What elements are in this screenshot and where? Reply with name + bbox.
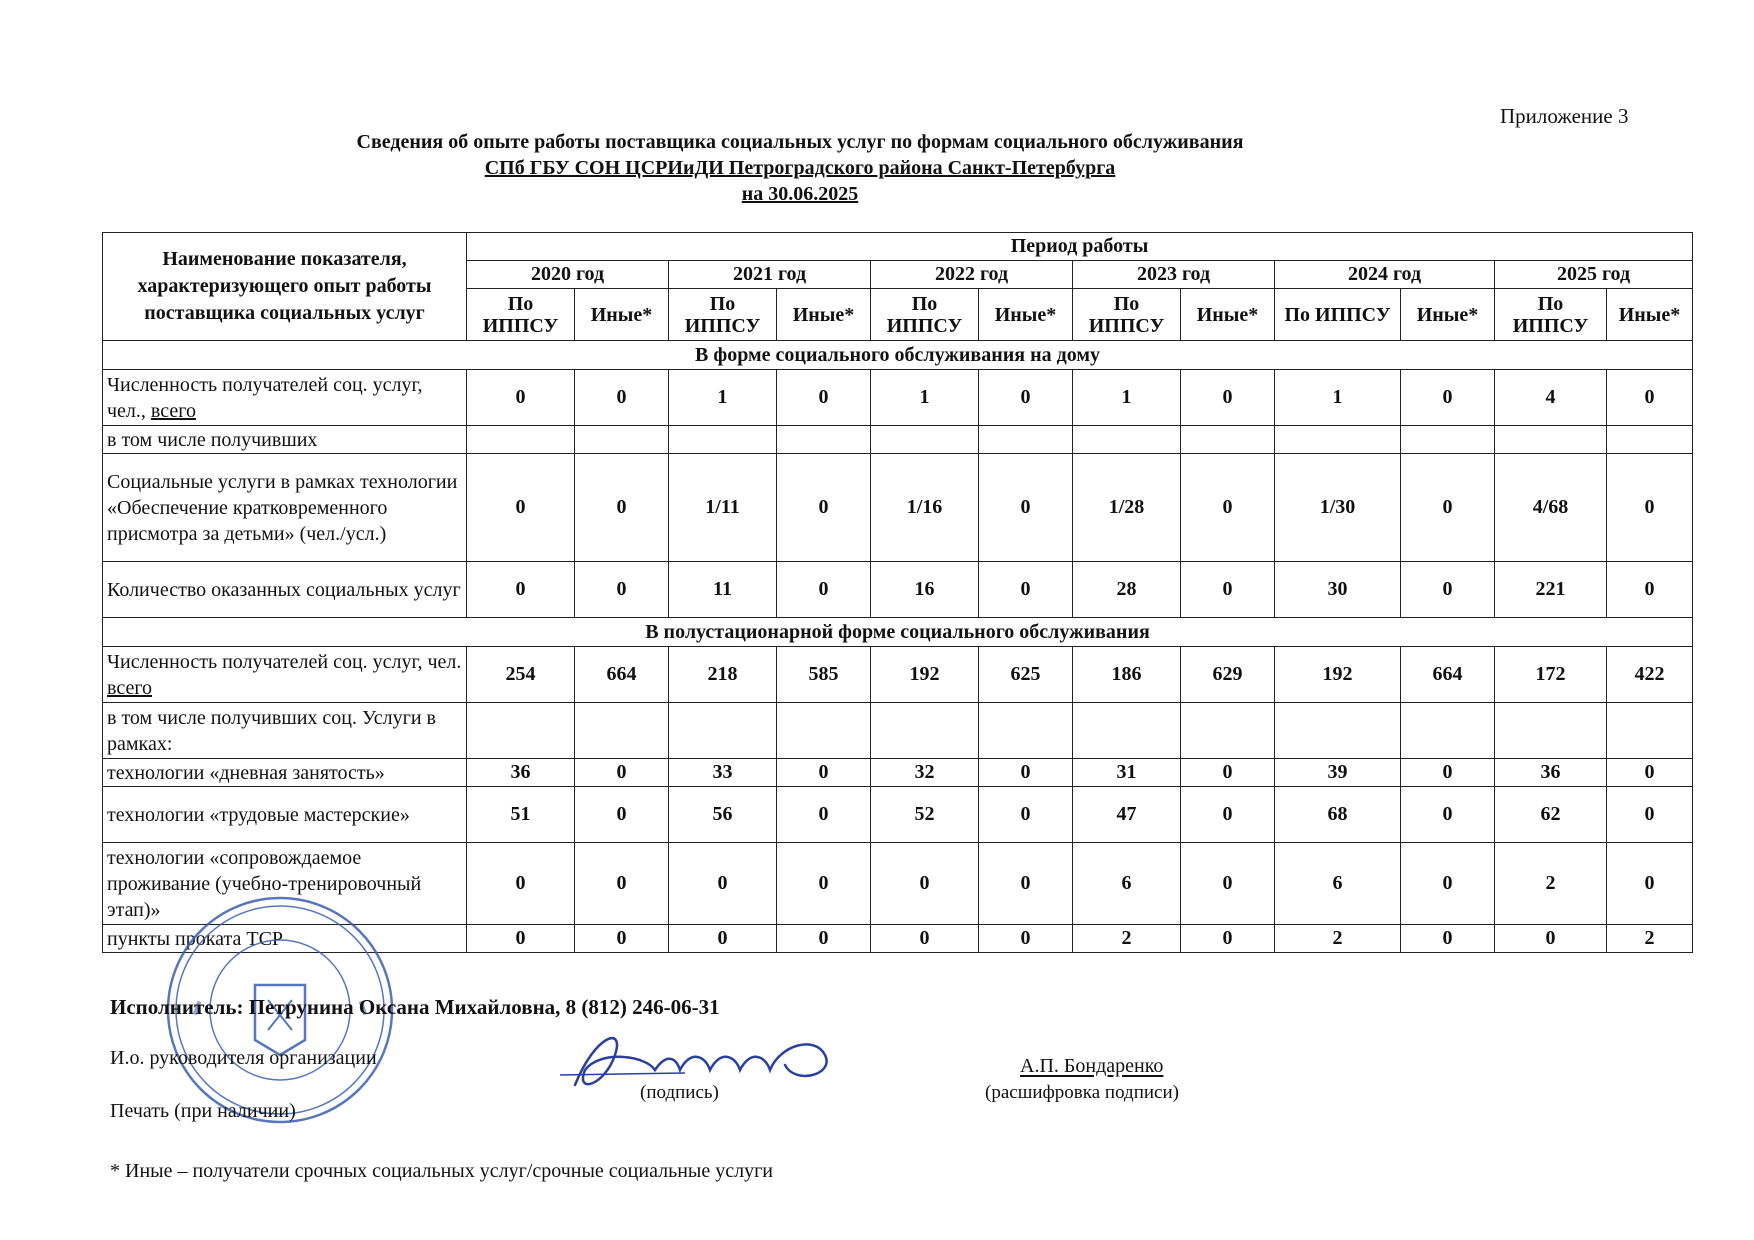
other-value-cell: 0 [575,787,669,843]
other-value-cell: 0 [777,562,871,618]
other-value-cell: 0 [1401,454,1495,562]
other-value-cell: 625 [979,647,1073,703]
ippsu-value-cell: 1/11 [669,454,777,562]
ippsu-header: По ИППСУ [871,289,979,341]
other-value-cell: 0 [979,370,1073,426]
ippsu-value-cell: 56 [669,787,777,843]
ippsu-value-cell: 11 [669,562,777,618]
table-row [103,454,1693,562]
year-header: 2023 год [1073,261,1275,289]
ippsu-value-cell: 0 [871,843,979,925]
ippsu-value-cell: 36 [1495,759,1607,787]
row-label: технологии «сопровождаемое проживание (учебно-тренировочный этап)» [103,843,467,925]
ippsu-value-cell: 2 [1073,925,1181,953]
other-value-cell: 0 [979,454,1073,562]
other-value-cell: 0 [1401,925,1495,953]
ippsu-value-cell: 33 [669,759,777,787]
ippsu-value-cell: 0 [467,843,575,925]
signer-decode-caption: (расшифровка подписи) [985,1082,1179,1103]
row-label: технологии «трудовые мастерские» [103,787,467,843]
ippsu-value-cell: 221 [1495,562,1607,618]
ippsu-value-cell: 0 [467,454,575,562]
ippsu-header: По ИППСУ [669,289,777,341]
other-value-cell: 0 [1607,787,1693,843]
ippsu-value-cell: 31 [1073,759,1181,787]
other-value-cell: 0 [777,787,871,843]
other-value-cell: 0 [1401,370,1495,426]
ippsu-value-cell: 0 [1495,925,1607,953]
ippsu-value-cell: 0 [669,843,777,925]
other-value-cell: 0 [1607,759,1693,787]
section-semi-header: В полустационарной форме социального обслуживания [103,618,1693,647]
other-header: Иные* [777,289,871,341]
row-label: в том числе получивших соц. Услуги в рамках: [103,703,467,759]
head-role-label: И.о. руководителя организации [110,1047,377,1069]
other-value-cell: 0 [1181,787,1275,843]
other-value-cell: 0 [979,787,1073,843]
table-row [103,562,1693,618]
ippsu-value-cell: 4/68 [1495,454,1607,562]
table-row [103,370,1693,426]
ippsu-value-cell: 2 [1495,843,1607,925]
ippsu-header: По ИППСУ [1275,289,1401,341]
executor-line: Исполнитель: Петрунина Оксана Михайловна, 8 (812) 246-06-31 [110,995,720,1019]
ippsu-value-cell: 1 [1073,370,1181,426]
ippsu-value-cell: 0 [669,925,777,953]
ippsu-header: По ИППСУ [1073,289,1181,341]
row-label [103,370,467,426]
ippsu-value-cell: 218 [669,647,777,703]
report-date: на 30.06.2025 [741,183,859,205]
ippsu-value-cell: 2 [1275,925,1401,953]
other-value-cell: 2 [1607,925,1693,953]
ippsu-value-cell: 16 [871,562,979,618]
ippsu-value-cell: 36 [467,759,575,787]
other-value-cell: 0 [575,370,669,426]
ippsu-value-cell: 39 [1275,759,1401,787]
row-label: пункты проката ТСР [103,925,467,953]
ippsu-value-cell: 0 [871,925,979,953]
table-row [103,759,1693,787]
other-value-cell: 0 [979,562,1073,618]
other-value-cell: 0 [1607,562,1693,618]
ippsu-value-cell: 1/16 [871,454,979,562]
other-value-cell: 0 [1181,759,1275,787]
row-label [103,647,467,703]
row-label: в том числе получивших [103,426,467,454]
table-row [103,426,1693,454]
ippsu-header: По ИППСУ [1495,289,1607,341]
appendix-label: Приложение 3 [1500,104,1629,128]
other-value-cell: 0 [979,843,1073,925]
ippsu-value-cell: 6 [1073,843,1181,925]
other-value-cell: 0 [1401,787,1495,843]
other-value-cell: 0 [1181,454,1275,562]
ippsu-value-cell: 1 [1275,370,1401,426]
row-label-underlined: всего [150,399,196,422]
other-value-cell: 664 [1401,647,1495,703]
signer-name: А.П. Бондаренко [1020,1055,1164,1077]
ippsu-value-cell: 32 [871,759,979,787]
other-value-cell: 0 [575,562,669,618]
other-value-cell: 0 [1607,370,1693,426]
ippsu-value-cell: 1/28 [1073,454,1181,562]
other-value-cell: 0 [1401,759,1495,787]
ippsu-value-cell: 6 [1275,843,1401,925]
seal-label: Печать (при наличии) [110,1100,296,1122]
year-header: 2025 год [1495,261,1693,289]
other-value-cell: 0 [1401,843,1495,925]
year-header: 2021 год [669,261,871,289]
other-header: Иные* [979,289,1073,341]
ippsu-value-cell: 1 [871,370,979,426]
section-home-header: В форме социального обслуживания на дому [103,341,1693,370]
table-row [103,787,1693,843]
ippsu-value-cell: 172 [1495,647,1607,703]
table-row [103,703,1693,759]
other-header: Иные* [1607,289,1693,341]
ippsu-value-cell: 192 [1275,647,1401,703]
other-value-cell: 664 [575,647,669,703]
other-value-cell: 0 [777,843,871,925]
other-header: Иные* [575,289,669,341]
ippsu-value-cell: 0 [467,925,575,953]
other-value-cell: 629 [1181,647,1275,703]
document-title: Сведения об опыте работы поставщика социальных услуг по формам социального обслуживания [356,131,1244,153]
other-value-cell: 0 [1607,454,1693,562]
row-label: Социальные услуги в рамках технологии «Обеспечение кратковременного присмотра за детьми» (чел./усл.) [103,454,467,562]
ippsu-value-cell: 254 [467,647,575,703]
ippsu-value-cell: 51 [467,787,575,843]
year-header: 2024 год [1275,261,1495,289]
other-value-cell: 0 [1607,843,1693,925]
other-value-cell: 0 [1181,925,1275,953]
other-header: Иные* [1181,289,1275,341]
ippsu-value-cell: 4 [1495,370,1607,426]
indicator-header: Наименование показателя, характеризующего опыт работы поставщика социальных услуг [103,233,467,341]
other-value-cell: 0 [575,759,669,787]
row-label: Количество оказанных социальных услуг [103,562,467,618]
ippsu-value-cell: 186 [1073,647,1181,703]
other-value-cell: 0 [777,925,871,953]
other-value-cell: 0 [777,370,871,426]
other-value-cell: 0 [777,759,871,787]
year-header: 2022 год [871,261,1073,289]
ippsu-value-cell: 68 [1275,787,1401,843]
ippsu-value-cell: 30 [1275,562,1401,618]
ippsu-value-cell: 1/30 [1275,454,1401,562]
ippsu-value-cell: 28 [1073,562,1181,618]
ippsu-value-cell: 1 [669,370,777,426]
row-label-underlined: всего [107,676,153,699]
year-header: 2020 год [467,261,669,289]
ippsu-value-cell: 0 [467,562,575,618]
row-label: технологии «дневная занятость» [103,759,467,787]
other-value-cell: 0 [979,925,1073,953]
table-row [103,647,1693,703]
other-value-cell: 0 [979,759,1073,787]
other-header: Иные* [1401,289,1495,341]
other-value-cell: 585 [777,647,871,703]
signature-caption: (подпись) [640,1082,719,1103]
ippsu-value-cell: 52 [871,787,979,843]
other-value-cell: 0 [1181,843,1275,925]
footnote: * Иные – получатели срочных социальных услуг/срочные социальные услуги [110,1160,774,1182]
period-header: Период работы [467,233,1693,261]
other-value-cell: 0 [575,454,669,562]
ippsu-header: По ИППСУ [467,289,575,341]
ippsu-value-cell: 192 [871,647,979,703]
other-value-cell: 0 [1181,562,1275,618]
organization-name: СПб ГБУ СОН ЦСРИиДИ Петроградского района Санкт-Петербурга [484,157,1116,179]
other-value-cell: 0 [1181,370,1275,426]
other-value-cell: 422 [1607,647,1693,703]
other-value-cell: 0 [1401,562,1495,618]
other-value-cell: 0 [575,925,669,953]
ippsu-value-cell: 0 [467,370,575,426]
other-value-cell: 0 [575,843,669,925]
ippsu-value-cell: 47 [1073,787,1181,843]
other-value-cell: 0 [777,454,871,562]
row-label-text: Численность получателей соц. услуг, чел. [107,650,462,673]
experience-table [102,232,1693,953]
row-label-text: Численность получателей соц. услуг, чел., [107,373,423,422]
ippsu-value-cell: 62 [1495,787,1607,843]
